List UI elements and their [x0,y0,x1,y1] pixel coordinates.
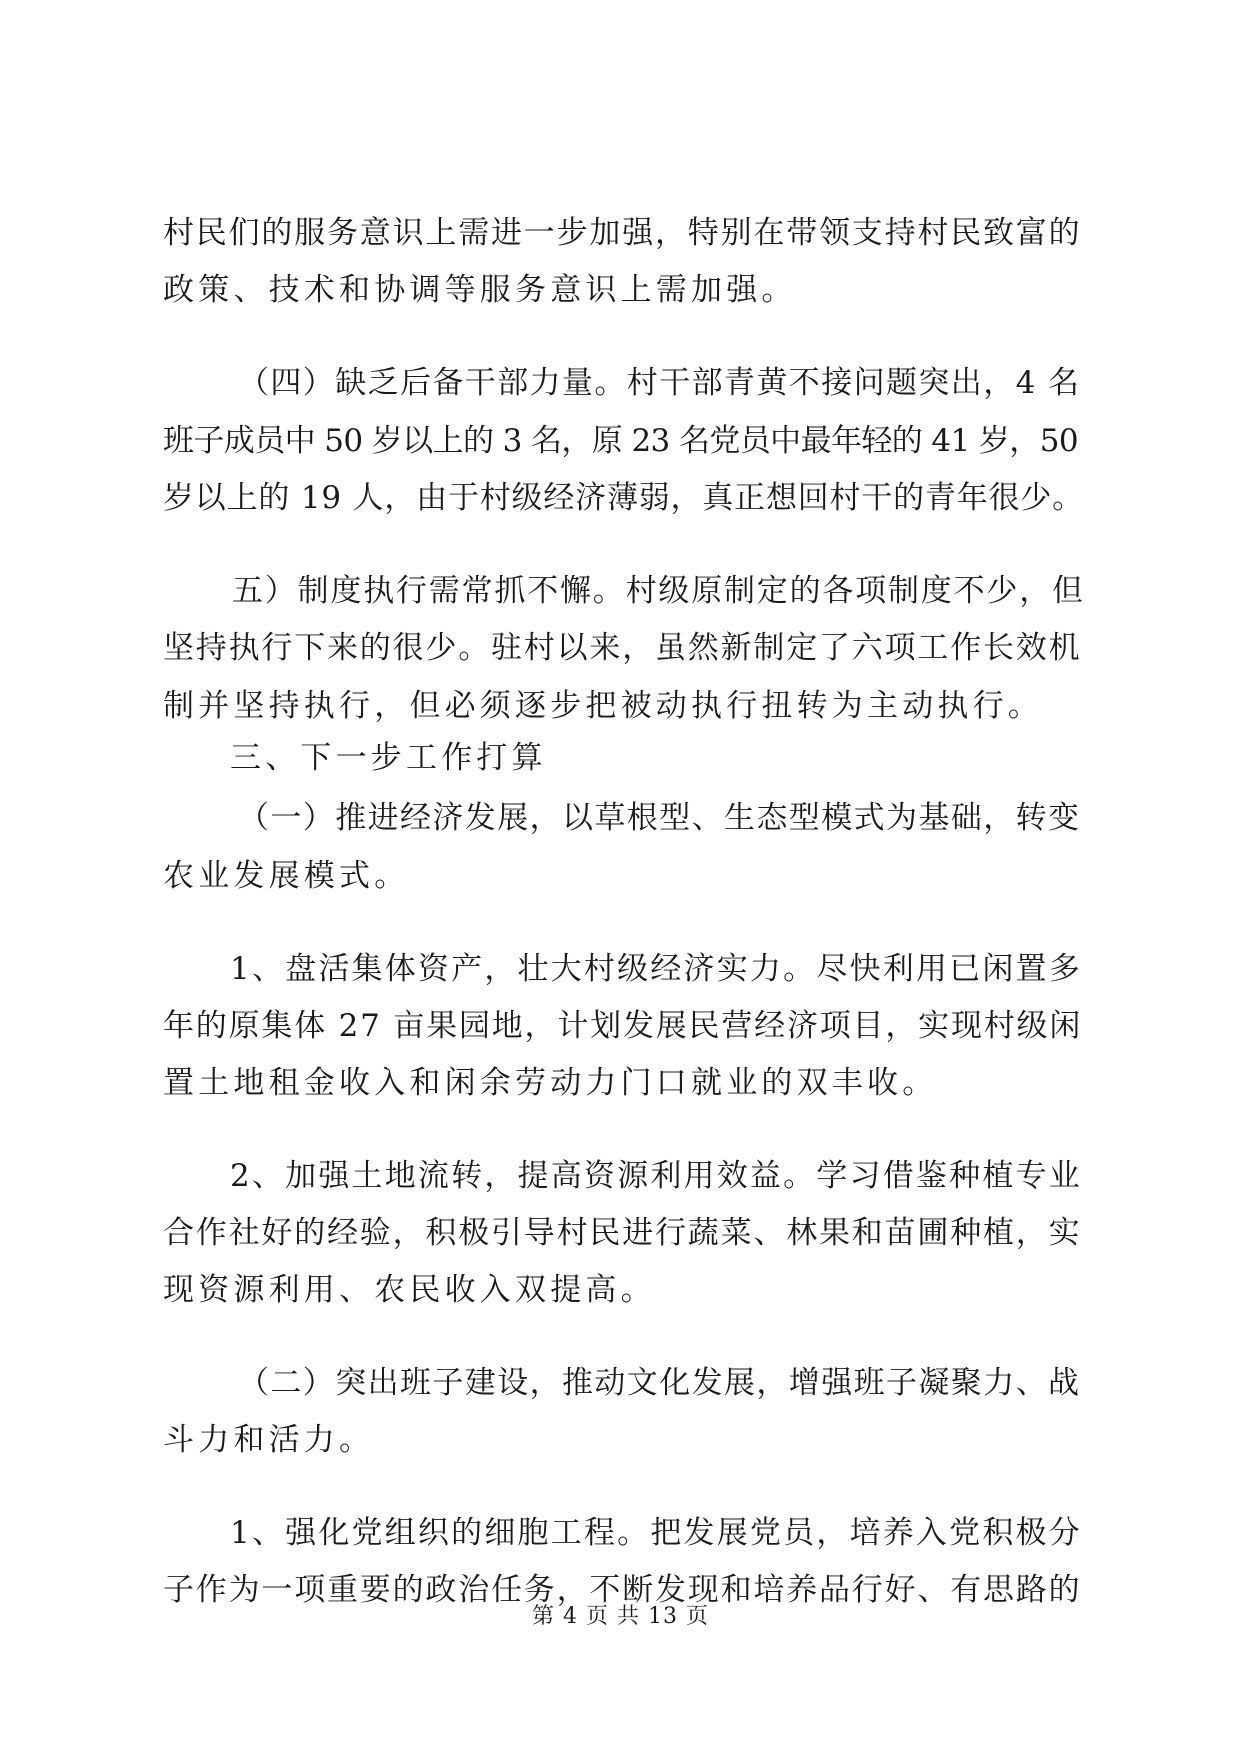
paragraph-line: 五）制度执行需常抓不懈。村级原制定的各项制度不少，但 [232,573,1085,609]
paragraph-line: 子作为一项重要的政治任务，不断发现和培养品行好、有思路的 [163,1572,1082,1608]
paragraph-line: 农业发展模式。 [163,858,410,894]
paragraph-line: 坚持执行下来的很少。驻村以来，虽然新制定了六项工作长效机 [163,630,1082,666]
section-heading: 三、下一步工作打算 [230,740,547,776]
paragraph-line: 政策、技术和协调等服务意识上需加强。 [163,272,797,308]
paragraph-line: 岁以上的 19 人，由于村级经济薄弱，真正想回村干的青年很少。 [163,480,1084,516]
subsection-heading: （二）突出班子建设，推动文化发展，增强班子凝聚力、战 [238,1365,1081,1401]
paragraph-line: 2、加强土地流转，提高资源利用效益。学习借鉴种植专业 [230,1158,1082,1194]
paragraph-line: 制并坚持执行，但必须逐步把被动执行扭转为主动执行。 [163,688,1043,724]
paragraph-line: 班子成员中 50 岁以上的 3 名，原 23 名党员中最年轻的 41 岁，50 [163,423,1078,459]
paragraph-line: 年的原集体 27 亩果园地，计划发展民营经济项目，实现村级闲 [163,1008,1083,1044]
subsection-heading: （一）推进经济发展，以草根型、生态型模式为基础，转变 [238,800,1081,836]
paragraph-line: 合作社好的经验，积极引导村民进行蔬菜、林果和苗圃种植，实 [163,1215,1082,1251]
paragraph-line: 置土地租金收入和闲余劳动力门口就业的双丰收。 [163,1065,938,1101]
paragraph-line: （四）缺乏后备干部力量。村干部青黄不接问题突出，4 名 [238,365,1081,401]
paragraph-line: 1、盘活集体资产，壮大村级经济实力。尽快利用已闲置多 [230,951,1082,987]
page-number-footer: 第 4 页 共 13 页 [532,1604,709,1629]
paragraph-line: 斗力和活力。 [163,1422,375,1458]
paragraph-line: 村民们的服务意识上需进一步加强，特别在带领支持村民致富的 [163,215,1082,251]
paragraph-line: 1、强化党组织的细胞工程。把发展党员，培养入党积极分 [230,1515,1082,1551]
paragraph-line: 现资源利用、农民收入双提高。 [163,1272,656,1308]
